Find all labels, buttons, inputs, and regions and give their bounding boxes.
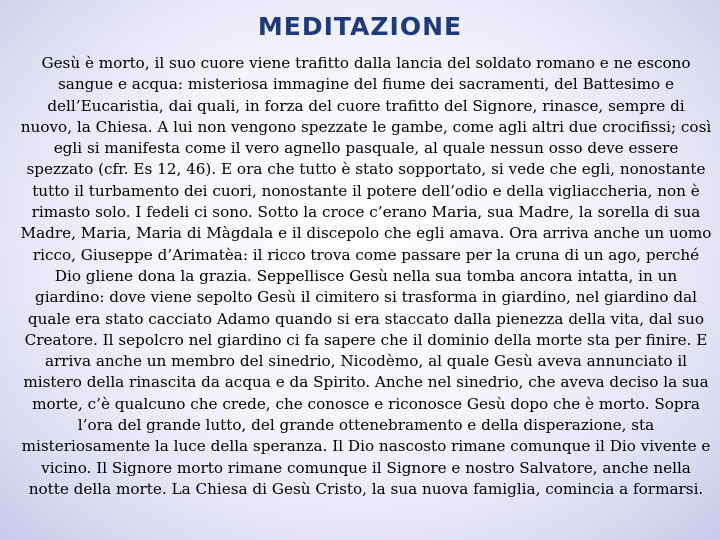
meditation-text: Gesù è morto, il suo cuore viene trafitto dalla lancia del soldato romano e ne escono sangue e acqua: misteriosa immagine del fiume dei sacramenti, del Battesimo e dell’Eucaristia, dai quali, in forza del cuore trafitto del Signore, rinasce, sempre di nuovo, la Chiesa. A lui non vengono spezzate le gambe, come agli altri due crocifissi; così egli si manifesta come il vero agnello pasquale, al quale nessun osso deve essere spezzato (cfr. Es 12, 46). E ora che tutto è stato sopportato, si vede che egli, nonostante tutto il turbamento dei cuori, nonostante il potere dell’odio e della vigliaccheria, non è rimasto solo. I fedeli ci sono. Sotto la croce c’erano Maria, sua Madre, la sorella di sua Madre, Maria, Maria di Màgdala e il discepolo che egli amava. Ora arriva anche un uomo ricco, Giuseppe d’Arimatèa: il ricco trova come passare per la cruna di un ago, perché Dio gliene dona la grazia. Seppellisce Gesù nella sua tomba ancora intatta, in un giardino: dove viene sepolto Gesù il cimitero si trasforma in giardino, nel giardino dal quale era stato cacciato Adamo quando si era staccato dalla pienezza della vita, dal suo Creatore. Il sepolcro nel giardino ci fa sapere che il dominio della morte sta per finire. E arriva anche un membro del sinedrio, Nicodèmo, al quale Gesù aveva annunciato il mistero della rinascita da acqua e da Spirito. Anche nel sinedrio, che aveva deciso la sua morte, c’è qualcuno che crede, che conosce e riconosce Gesù dopo che è morto. Sopra l’ora del grande lutto, del grande ottenebramento e della disperazione, sta misteriosamente la luce della speranza. Il Dio nascosto rimane comunque il Dio vivente e vicino. Il Signore morto rimane comunque il Signore e nostro Salvatore, anche nella notte della morte. La Chiesa di Gesù Cristo, la sua nuova famiglia, comincia a formarsi. xyxy=(20,54,712,498)
slide-title: MEDITAZIONE xyxy=(257,12,463,41)
